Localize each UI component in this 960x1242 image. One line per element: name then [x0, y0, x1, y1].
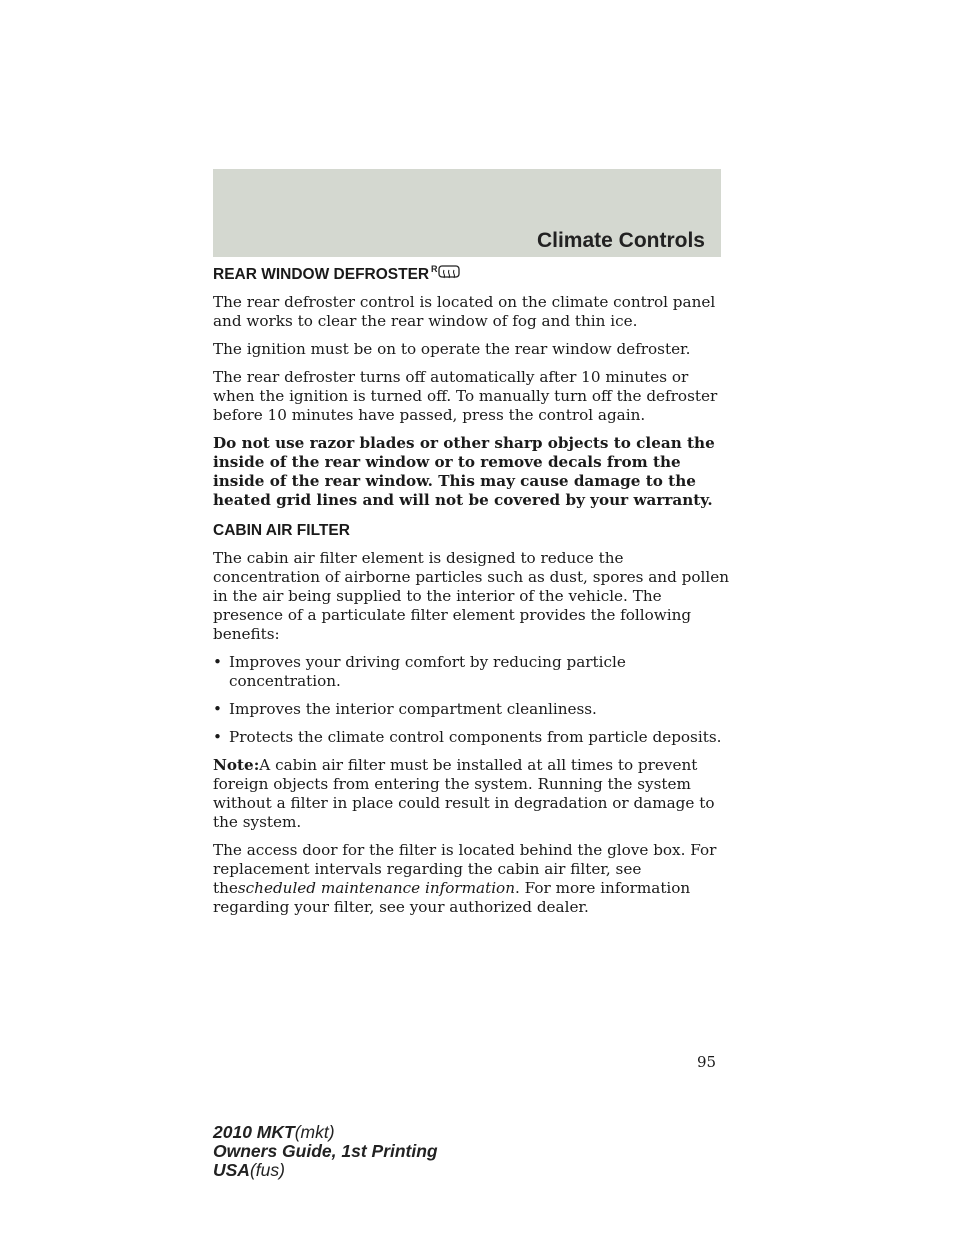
defroster-paragraph-auto-off: The rear defroster turns off automatically after 10 minutes or when the ignition is turned off. To manually turn off the defroster before 10 minutes have passed, press the control again. — [213, 368, 718, 424]
chapter-title: Climate Controls — [536, 229, 705, 252]
access-text-before: The access door for the filter is located behind the glove box. For replacement intervals regarding the cabin air filter, see the — [213, 841, 717, 897]
access-text-after: . For more information regarding your filter, see your authorized dealer. — [213, 879, 691, 916]
bullet-icon: • — [213, 653, 222, 671]
filter-paragraph-intro: The cabin air filter element is designed to reduce the concentration of airborne particles such as dust, spores and pollen in the air being supplied to the interior of the vehicle. The presence of a particulate filter element provides the following benefits: — [213, 549, 729, 643]
bullet-icon: • — [213, 700, 222, 718]
list-item — [213, 700, 733, 719]
footer-line-model — [213, 1123, 438, 1142]
page-number: 95 — [697, 1053, 717, 1071]
bullet-icon: • — [213, 728, 222, 746]
defroster-paragraph-ignition: The ignition must be on to operate the rear window defroster. — [213, 340, 691, 358]
note-label: Note: — [213, 756, 260, 774]
list-item-text: Improves your driving comfort by reducing particle concentration. — [229, 653, 626, 690]
footer-market-code: (fus) — [249, 1160, 285, 1180]
section-heading-text: CABIN AIR FILTER — [213, 522, 350, 539]
maintenance-reference: scheduled maintenance information — [237, 879, 515, 897]
chapter-header-band — [213, 169, 721, 257]
page-content — [213, 265, 733, 926]
footer-line-printing: Owners Guide, 1st Printing — [213, 1141, 438, 1161]
section-heading-rear-defroster — [213, 265, 733, 284]
defroster-paragraph-location: The rear defroster control is located on the climate control panel and works to clear the rear window of fog and thin ice. — [213, 293, 716, 330]
footer-line-market — [213, 1161, 438, 1180]
rear-defroster-icon — [431, 263, 461, 281]
rear-defroster-icon-letter: R — [431, 264, 438, 274]
section-heading-text: REAR WINDOW DEFROSTER — [213, 266, 430, 283]
filter-paragraph-access — [213, 841, 733, 917]
list-item-text: Improves the interior compartment cleanliness. — [229, 700, 597, 718]
defroster-warning: Do not use razor blades or other sharp objects to clean the inside of the rear window or to remove decals from the inside of the rear window. This may cause damage to the heated grid lines and will not be covered by your warranty. — [213, 434, 715, 509]
filter-note — [213, 756, 733, 832]
footer-model: 2010 MKT — [213, 1122, 295, 1142]
print-footer — [213, 1123, 438, 1180]
list-item — [213, 728, 733, 747]
section-heading-cabin-air-filter — [213, 521, 733, 540]
list-item-text: Protects the climate control components from particle deposits. — [229, 728, 722, 746]
note-text: A cabin air filter must be installed at all times to prevent foreign objects from entering the system. Running the system without a filter in place could result in degradation or damage to the system. — [213, 756, 715, 831]
footer-market: USA — [213, 1160, 250, 1180]
footer-model-code: (mkt) — [294, 1122, 335, 1142]
list-item — [213, 653, 733, 691]
